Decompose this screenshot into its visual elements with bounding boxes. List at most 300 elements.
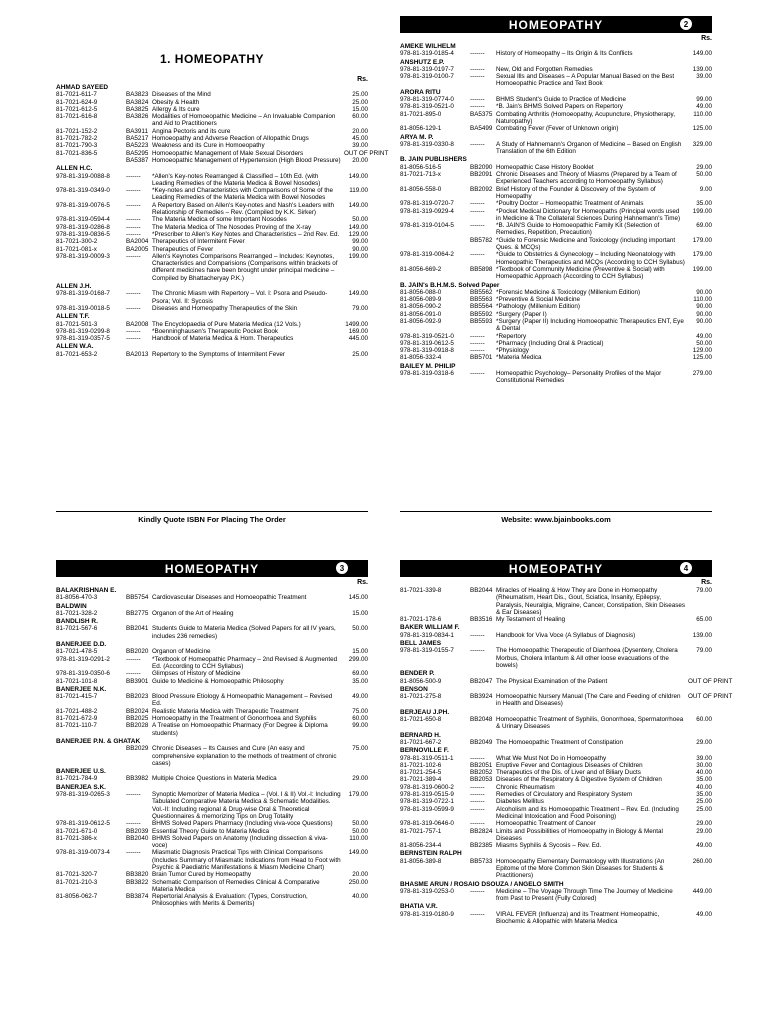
- book-title: Limits and Possibilities of Homoeopathy in Biology & Mental Diseases: [496, 827, 663, 842]
- book-code: BB5898: [470, 265, 493, 273]
- book-code: -------: [470, 820, 485, 828]
- book-title: *Key-notes and Characteristics with Comparisons of Some of the Leading Remedies of the Materia Medica with Bowel Nosodes: [152, 187, 333, 202]
- book-title: Synoptic Memorizer of Materia Medica – (Vol. I & II) Vol.-I: Including Tabulated Comparative Materia Medica & Schematic Modalities. Vol.-II: Including regional & Drug-wise Oral & Theoretical Questionnaires & memorizing Tips on Drug Totality: [152, 791, 341, 820]
- book-code: BB3924: [470, 693, 493, 701]
- book-price: 15.00: [352, 105, 368, 113]
- book-price: 179.00: [348, 791, 368, 799]
- book-entry: [56, 91, 368, 98]
- isbn-number: 81-7021-567-6: [56, 625, 98, 633]
- book-code: BB2025: [126, 715, 149, 723]
- book-entry: [400, 762, 712, 769]
- book-title: Cardiovascular Diseases and Homoeopathic Treatment: [152, 594, 307, 602]
- book-code: -------: [470, 754, 485, 762]
- book-title: *Pathology (Millenium Edition): [496, 303, 580, 311]
- book-entry: [400, 739, 712, 746]
- isbn-number: 978-81-319-0357-5: [56, 335, 110, 343]
- book-code: BA5223: [126, 142, 149, 150]
- book-price: 99.00: [352, 722, 368, 730]
- book-entry: [400, 647, 712, 669]
- book-code: -------: [470, 631, 485, 639]
- book-price: 445.00: [348, 335, 368, 343]
- isbn-number: 81-7021-415-7: [56, 693, 98, 701]
- book-entry: [400, 370, 712, 385]
- section-header-title: HOMEOPATHY: [508, 561, 604, 576]
- book-price: 199.00: [692, 265, 712, 273]
- book-code: -------: [470, 339, 485, 347]
- book-price: OUT OF PRINT: [688, 677, 733, 685]
- book-code: BA3823: [126, 91, 149, 99]
- book-title: *Physiology: [496, 347, 529, 355]
- isbn-number: 978-81-319-0076-5: [56, 201, 110, 209]
- book-code: BA5375: [470, 110, 493, 118]
- book-entry: [400, 820, 712, 827]
- book-title: A Study of Hahnemann's Organon of Medicine – Based on English Translation of the 6th Edition: [496, 140, 682, 156]
- book-code: BA2005: [126, 245, 149, 253]
- author-name: BALAKRISHNAN E.: [56, 587, 117, 594]
- isbn-number: 81-8056-129-1: [400, 125, 442, 133]
- book-title: Homoeopathic Nursery Manual (The Care and Feeding of children in Health and Diseases): [496, 693, 681, 708]
- book-title: *Prescriber to Allen's Key Notes and Characteristics – 2nd Rev. Ed.: [152, 230, 340, 238]
- book-code: BB2385: [470, 842, 493, 850]
- book-code: BA5387: [126, 156, 149, 164]
- book-entry: [400, 806, 712, 821]
- isbn-number: 978-81-319-0646-0: [400, 820, 454, 828]
- book-code: -------: [470, 251, 485, 259]
- isbn-number: 81-8056-470-3: [56, 594, 98, 602]
- book-entry: [56, 253, 368, 282]
- book-price: 49.00: [696, 332, 712, 340]
- book-title: Remedies of Circulatory and Respiratory System: [496, 791, 633, 799]
- book-code: BA3911: [126, 127, 148, 135]
- book-price: 250.00: [348, 878, 368, 886]
- book-entry: [56, 656, 368, 671]
- book-title: Homoeopathic Management of Male Sexual Disorders: [152, 149, 304, 157]
- book-price: 125.00: [692, 125, 712, 133]
- author-name: BAKER WILLIAM F.: [400, 624, 460, 632]
- book-price: 39.00: [696, 73, 712, 81]
- book-title: Weakness and its Cure in Homoeopathy: [152, 142, 265, 150]
- author-name: B. JAIN's B.H.M.S. Solved Paper: [400, 281, 500, 289]
- book-price: 139.00: [692, 65, 712, 73]
- book-title: Homoeopathic Treatment of Syphilis, Gonorrhoea, Spermatorrhoea & Urinary Diseases: [496, 716, 684, 731]
- isbn-number: 978-81-319-0018-5: [56, 304, 110, 312]
- book-title: The Chronic Miasm with Repertory – Vol. I: Psora and Pseudo-Psora; Vol. II: Sycosis: [152, 290, 328, 305]
- book-price: 75.00: [352, 745, 368, 753]
- book-price: OUT OF PRINT: [688, 693, 733, 701]
- book-entry: [56, 187, 368, 202]
- book-list: [56, 84, 389, 358]
- book-entry: [400, 50, 712, 57]
- isbn-number: 978-81-319-0515-9: [400, 791, 454, 799]
- book-price: 149.00: [348, 223, 368, 231]
- book-entry: [56, 745, 368, 767]
- author-name: ALLEN T.F.: [56, 313, 90, 321]
- isbn-number: 978-81-319-0155-7: [400, 647, 454, 655]
- book-title: Diseases of the Mind: [152, 91, 211, 99]
- book-entry: [400, 311, 712, 318]
- isbn-number: 978-81-319-0720-7: [400, 200, 454, 208]
- isbn-number: 81-7021-611-7: [56, 91, 97, 99]
- book-entry: [400, 125, 712, 132]
- isbn-number: 978-81-319-0929-4: [400, 207, 454, 215]
- book-code: BB2824: [470, 827, 493, 835]
- book-price: 49.00: [352, 693, 368, 701]
- isbn-number: 978-81-319-0088-8: [56, 172, 110, 180]
- isbn-number: 978-81-319-0197-7: [400, 65, 454, 73]
- book-code: -------: [126, 172, 141, 180]
- isbn-number: 81-7021-389-4: [400, 776, 442, 784]
- book-code: BB2049: [470, 738, 493, 746]
- isbn-number: 81-8056-090-2: [400, 303, 442, 311]
- isbn-number: 978-81-319-0511-1: [400, 754, 454, 762]
- book-title: The Encyclopaedia of Pure Materia Medica (12 Vols.): [152, 320, 301, 328]
- book-code: -------: [470, 207, 485, 215]
- book-code: BB2023: [126, 693, 149, 701]
- author-name: BAILEY M. PHILIP: [400, 362, 456, 370]
- book-code: -------: [126, 820, 141, 828]
- book-price: 149.00: [348, 201, 368, 209]
- book-entry: [56, 835, 368, 850]
- book-code: -------: [470, 140, 485, 148]
- book-price: 35.00: [352, 677, 368, 685]
- book-title: Chronic Rheumatism: [496, 783, 555, 791]
- book-price: 39.00: [696, 754, 712, 762]
- isbn-number: 81-7021-653-2: [56, 350, 98, 358]
- book-title: BHMS Solved Papers on Anatomy (Including dissection & viva-voce): [152, 834, 328, 850]
- isbn-number: 81-7021-081-x: [56, 245, 97, 253]
- book-code: BB5782: [470, 236, 493, 244]
- book-entry: [400, 333, 712, 340]
- book-code: BB2053: [470, 776, 493, 784]
- book-code: -------: [470, 910, 485, 918]
- isbn-number: 978-81-319-0100-7: [400, 73, 454, 81]
- book-price: 25.00: [352, 91, 368, 99]
- isbn-number: 81-7021-624-9: [56, 98, 98, 106]
- book-price: 20.00: [352, 127, 368, 135]
- book-price: 260.00: [692, 857, 712, 865]
- book-price: OUT OF PRINT: [344, 149, 389, 157]
- book-title: Therapeutics of Fever: [152, 245, 214, 253]
- book-price: 29.00: [696, 163, 712, 171]
- author-name: ANSHUTZ E.P.: [400, 58, 445, 66]
- book-entry: [56, 828, 368, 835]
- book-price: 25.00: [696, 805, 712, 813]
- book-entry: [56, 708, 368, 715]
- book-price: 90.00: [352, 245, 368, 253]
- book-title: Miasmatic Diagnosis Practical Tips with Clinical Comparisons (Includes Summary of Miasmatic Indications from Head to Foot with Psychic & Paediatric Manifestations & Miasm Medicine Chart): [152, 849, 341, 871]
- page-footer-note: Kindly Quote ISBN For Placing The Order: [56, 511, 368, 524]
- book-title: *Forensic Medicine & Toxicology (Millenium Edition): [496, 288, 641, 296]
- book-title: Miasms Syphilis & Sycosis – Rev. Ed.: [496, 842, 602, 850]
- book-price: 90.00: [696, 317, 712, 325]
- book-price: 149.00: [692, 50, 712, 58]
- book-entry: [56, 594, 368, 601]
- catalog-page-1: [56, 16, 389, 528]
- book-code: -------: [126, 791, 141, 799]
- book-code: BB2029: [126, 745, 149, 753]
- book-code: BB2044: [470, 587, 493, 594]
- book-title: *Textbook of Community Medicine (Preventive & Social) with Homeopathic Approach (According to CCH Syllabus): [496, 265, 665, 281]
- book-code: -------: [126, 670, 141, 678]
- book-code: BB5563: [470, 296, 493, 304]
- book-title: My Testament of Healing: [496, 616, 566, 624]
- section-header-bar: [56, 560, 368, 577]
- isbn-number: 978-81-319-0594-4: [56, 216, 110, 224]
- book-code: BB5562: [470, 288, 493, 296]
- book-title: Allergy & Its cure: [152, 105, 200, 113]
- book-code: BB2051: [470, 761, 493, 769]
- book-entry: [56, 106, 368, 113]
- book-title: Homoeopathy Elementary Dermatology with Illustrations (An Epitome of the More Common Skin Diseases for Students & Practitioners): [496, 857, 665, 880]
- isbn-number: 978-81-319-0330-8: [400, 140, 454, 148]
- book-code: BB2041: [126, 625, 149, 633]
- book-title: Diseases and Homeopathy Therapeutics of the Skin: [152, 304, 298, 312]
- page-number-badge: 2: [680, 18, 692, 30]
- book-price: 179.00: [692, 236, 712, 244]
- book-entry: [56, 321, 368, 328]
- book-entry: [56, 202, 368, 217]
- book-price: 149.00: [348, 172, 368, 180]
- book-title: Homeopathic Psychology– Personality Profiles of the Major Constitutional Remedies: [496, 370, 662, 385]
- book-code: -------: [470, 798, 485, 806]
- author-name: BERNSTEIN RALPH: [400, 850, 462, 858]
- book-entry: [400, 73, 712, 88]
- book-price: 90.00: [696, 303, 712, 311]
- book-price: 60.00: [696, 716, 712, 724]
- book-price: 129.00: [348, 230, 368, 238]
- book-title: Homoeopathic Management of Hypertension (High Blood Pressure): [152, 156, 341, 164]
- isbn-number: 978-81-319-0521-0: [400, 332, 454, 340]
- book-title: The Materia Medica of some Important Nosodes: [152, 216, 287, 224]
- book-entry: [400, 798, 712, 805]
- isbn-number: 81-7021-110-7: [56, 722, 97, 730]
- book-price: 99.00: [352, 238, 368, 246]
- isbn-number: 81-7021-672-9: [56, 715, 98, 723]
- book-entry: [56, 849, 368, 871]
- book-price: 50.00: [696, 171, 712, 179]
- book-entry: [56, 648, 368, 655]
- book-price: 110.00: [693, 110, 712, 118]
- author-name: B. JAIN PUBLISHERS: [400, 156, 467, 164]
- price-currency-label: Rs.: [701, 579, 712, 586]
- catalog-page-2: [400, 16, 712, 528]
- book-price: 15.00: [352, 609, 368, 617]
- book-title: *B. JAIN'S Guide to Homoeopathic Family Kit (Selection of Remedies, Repetition, Precaution): [496, 222, 660, 237]
- book-code: BB5754: [126, 594, 149, 602]
- book-code: BB5701: [470, 354, 493, 362]
- book-code: -------: [470, 73, 485, 81]
- book-entry: [400, 693, 733, 708]
- book-entry: [400, 769, 712, 776]
- isbn-number: 81-7021-102-6: [400, 761, 442, 769]
- book-title: Brief History of the Founder & Discovery of the System of Homeopathy: [496, 185, 656, 200]
- book-entry: [400, 755, 712, 762]
- author-name: BANERJEE D.D.: [56, 641, 107, 649]
- isbn-number: 978-81-319-0834-1: [400, 631, 454, 639]
- book-code: BB2040: [126, 834, 149, 842]
- book-price: 79.00: [352, 304, 368, 312]
- book-entry: [400, 66, 712, 73]
- book-price: 145.00: [348, 594, 368, 602]
- book-code: -------: [126, 290, 141, 298]
- book-entry: [400, 186, 712, 201]
- book-code: BB5564: [470, 303, 493, 311]
- book-title: *Boenninghausen's Therapeutic Pocket Book: [152, 327, 279, 335]
- book-title: Chronic Diseases and Theory of Miasms (Prepared by a Team of Experienced Teachers according to Homoeopathy Syllabus): [496, 171, 677, 186]
- book-price: 39.00: [352, 142, 368, 150]
- book-code: BB2048: [470, 716, 493, 724]
- book-price: 25.00: [352, 98, 368, 106]
- isbn-number: 81-7021-300-2: [56, 238, 98, 246]
- isbn-number: 81-8056-516-5: [400, 163, 442, 171]
- book-title: *Poultry Doctor – Homeopathic Treatment of Animals: [496, 200, 644, 208]
- book-title: Homeopathic Case History Booklet: [496, 163, 594, 171]
- book-entry: [56, 871, 368, 878]
- book-entry: [400, 222, 712, 237]
- price-currency-label: Rs.: [357, 579, 368, 586]
- book-code: -------: [126, 201, 141, 209]
- book-entry: [56, 678, 368, 685]
- isbn-number: 978-81-319-0168-7: [56, 290, 110, 298]
- book-code: -------: [470, 783, 485, 791]
- book-entry: [400, 347, 712, 354]
- book-title: Alcoholism and its Homoeopathic Treatment – Rev. Ed. (Including Medicinal Intoxication and Food Poisoning): [496, 805, 679, 820]
- book-code: -------: [126, 335, 141, 343]
- book-code: BA3824: [126, 98, 149, 106]
- catalog-page-3: [56, 560, 368, 1024]
- book-entry: [400, 842, 712, 849]
- isbn-number: 81-7021-650-8: [400, 716, 442, 724]
- book-entry: [56, 238, 368, 245]
- book-price: 50.00: [352, 625, 368, 633]
- book-code: -------: [126, 223, 141, 231]
- isbn-number: 81-7021-667-2: [400, 738, 442, 746]
- book-code: BB5733: [470, 857, 493, 865]
- book-title: History of Homeopathy – Its Origin & Its Conflicts: [496, 50, 633, 58]
- book-code: -------: [470, 222, 485, 230]
- book-price: 35.00: [696, 200, 712, 208]
- book-code: BB5592: [470, 310, 493, 318]
- book-entry: [400, 171, 712, 186]
- isbn-number: 978-81-319-0918-8: [400, 347, 454, 355]
- book-code: BB2024: [126, 707, 149, 715]
- isbn-number: 81-7021-101-8: [56, 677, 98, 685]
- book-title: Students Guide to Materia Medica (Solved Papers for all IV years, includes 236 remedies): [152, 625, 336, 640]
- author-name: BANERJEE P.N. & GHATAK: [56, 737, 141, 745]
- book-code: BB2091: [470, 171, 493, 179]
- author-name: BELL JAMES: [400, 640, 442, 648]
- book-code: -------: [470, 887, 485, 895]
- author-name: BALDWIN: [56, 602, 87, 610]
- book-title: Homoeopathy in the Treatment of Gonorrhoea and Syphilis: [152, 715, 317, 723]
- isbn-number: 978-81-319-0349-0: [56, 187, 110, 195]
- book-entry: [56, 157, 368, 164]
- book-code: BA2013: [126, 350, 149, 358]
- book-title: Combating Arthritis (Homoeopathy, Acupuncture, Physiotherapy, Naturopathy): [496, 110, 675, 125]
- author-name: AMEKE WILHELM: [400, 43, 456, 50]
- book-entry: [56, 173, 368, 188]
- book-code: BA3825: [126, 105, 149, 113]
- book-title: Realistic Materia Medica with Therapeutic Treatment: [152, 707, 299, 715]
- book-code: -------: [126, 655, 141, 663]
- book-entry: [400, 103, 712, 110]
- book-code: -------: [126, 216, 141, 224]
- author-name: ARYA M. P.: [400, 133, 434, 141]
- book-title: *Pharmacy (Including Oral & Practical): [496, 339, 604, 347]
- isbn-number: 81-7021-501-3: [56, 320, 98, 328]
- book-title: *Preventive & Social Medicine: [496, 296, 580, 304]
- book-title: Combating Fever (Fever of Unknown origin): [496, 125, 619, 133]
- book-entry: [400, 266, 712, 281]
- isbn-number: 81-7021-178-6: [400, 616, 442, 624]
- book-price: 29.00: [696, 738, 712, 746]
- isbn-number: 81-8056-500-9: [400, 677, 442, 685]
- book-price: 139.00: [692, 631, 712, 639]
- page-number-badge: 3: [336, 562, 348, 574]
- isbn-number: 978-81-319-0299-8: [56, 327, 110, 335]
- book-title: *Textbook of Homeopathic Pharmacy – 2nd Revised & Augmented Ed. (According to CCH Syllabus): [152, 655, 338, 670]
- book-code: -------: [126, 849, 141, 857]
- book-entry: [56, 879, 368, 894]
- book-entry: [400, 587, 712, 616]
- book-title: Angina Pectoris and its cure: [152, 127, 231, 135]
- book-entry: [56, 142, 368, 149]
- book-code: -------: [126, 187, 141, 195]
- isbn-number: 81-8056-092-9: [400, 317, 442, 325]
- author-name: BHATIA V.R.: [400, 903, 438, 911]
- book-price: 45.00: [352, 135, 368, 143]
- book-price: 69.00: [352, 670, 368, 678]
- isbn-number: 81-7021-254-5: [400, 769, 442, 777]
- book-title: Schematic Comparison of Remedies Clinical & Comparative Materia Medica: [152, 878, 320, 893]
- book-code: BB3874: [126, 893, 149, 901]
- book-title: *Allen's Key-notes Rearranged & Classified – 10th Ed. (with Leading Remedies of the Materia Medica & Bowel Nosodes): [152, 172, 321, 187]
- book-entry: [400, 784, 712, 791]
- book-title: Diseases of the Respiratory & Digestive System of Children: [496, 776, 662, 784]
- book-price: 20.00: [352, 156, 368, 164]
- book-entry: [400, 888, 712, 903]
- book-title: Therapeutics of the Dis. of Liver and of Biliary Ducts: [496, 769, 641, 777]
- book-price: 149.00: [348, 290, 368, 298]
- book-price: 15.00: [352, 648, 368, 656]
- book-price: 125.00: [692, 354, 712, 362]
- book-entry: [56, 216, 368, 223]
- author-name: AHMAD SAYEED: [56, 84, 109, 91]
- isbn-number: 978-81-319-0600-2: [400, 783, 454, 791]
- book-entry: [400, 858, 712, 880]
- book-code: BB2092: [470, 185, 493, 193]
- book-price: 50.00: [352, 827, 368, 835]
- book-title: Guide to Medicine & Homoeopathic Philosophy: [152, 677, 284, 685]
- book-code: BB3516: [470, 616, 493, 624]
- isbn-number: 81-7021-320-7: [56, 871, 98, 879]
- isbn-number: 978-81-319-0318-6: [400, 370, 454, 378]
- book-code: BB2775: [126, 609, 149, 617]
- book-code: BB2020: [126, 648, 149, 656]
- book-entry: [400, 303, 712, 310]
- book-price: 25.00: [352, 350, 368, 358]
- isbn-number: 81-8056-389-8: [400, 857, 442, 865]
- book-code: BB2090: [470, 163, 493, 171]
- isbn-number: 978-81-319-0291-2: [56, 655, 110, 663]
- book-code: -------: [470, 347, 485, 355]
- book-code: BB2028: [126, 722, 149, 730]
- book-code: BA3826: [126, 113, 149, 121]
- author-name: BERNARD H.: [400, 731, 441, 739]
- author-name: BHASME ARUN / ROSAIO DSOUZA / ANGELO SMITH: [400, 880, 564, 888]
- book-price: 199.00: [692, 207, 712, 215]
- book-title: Repertory to the Symptoms of Intermitent Fever: [152, 350, 285, 358]
